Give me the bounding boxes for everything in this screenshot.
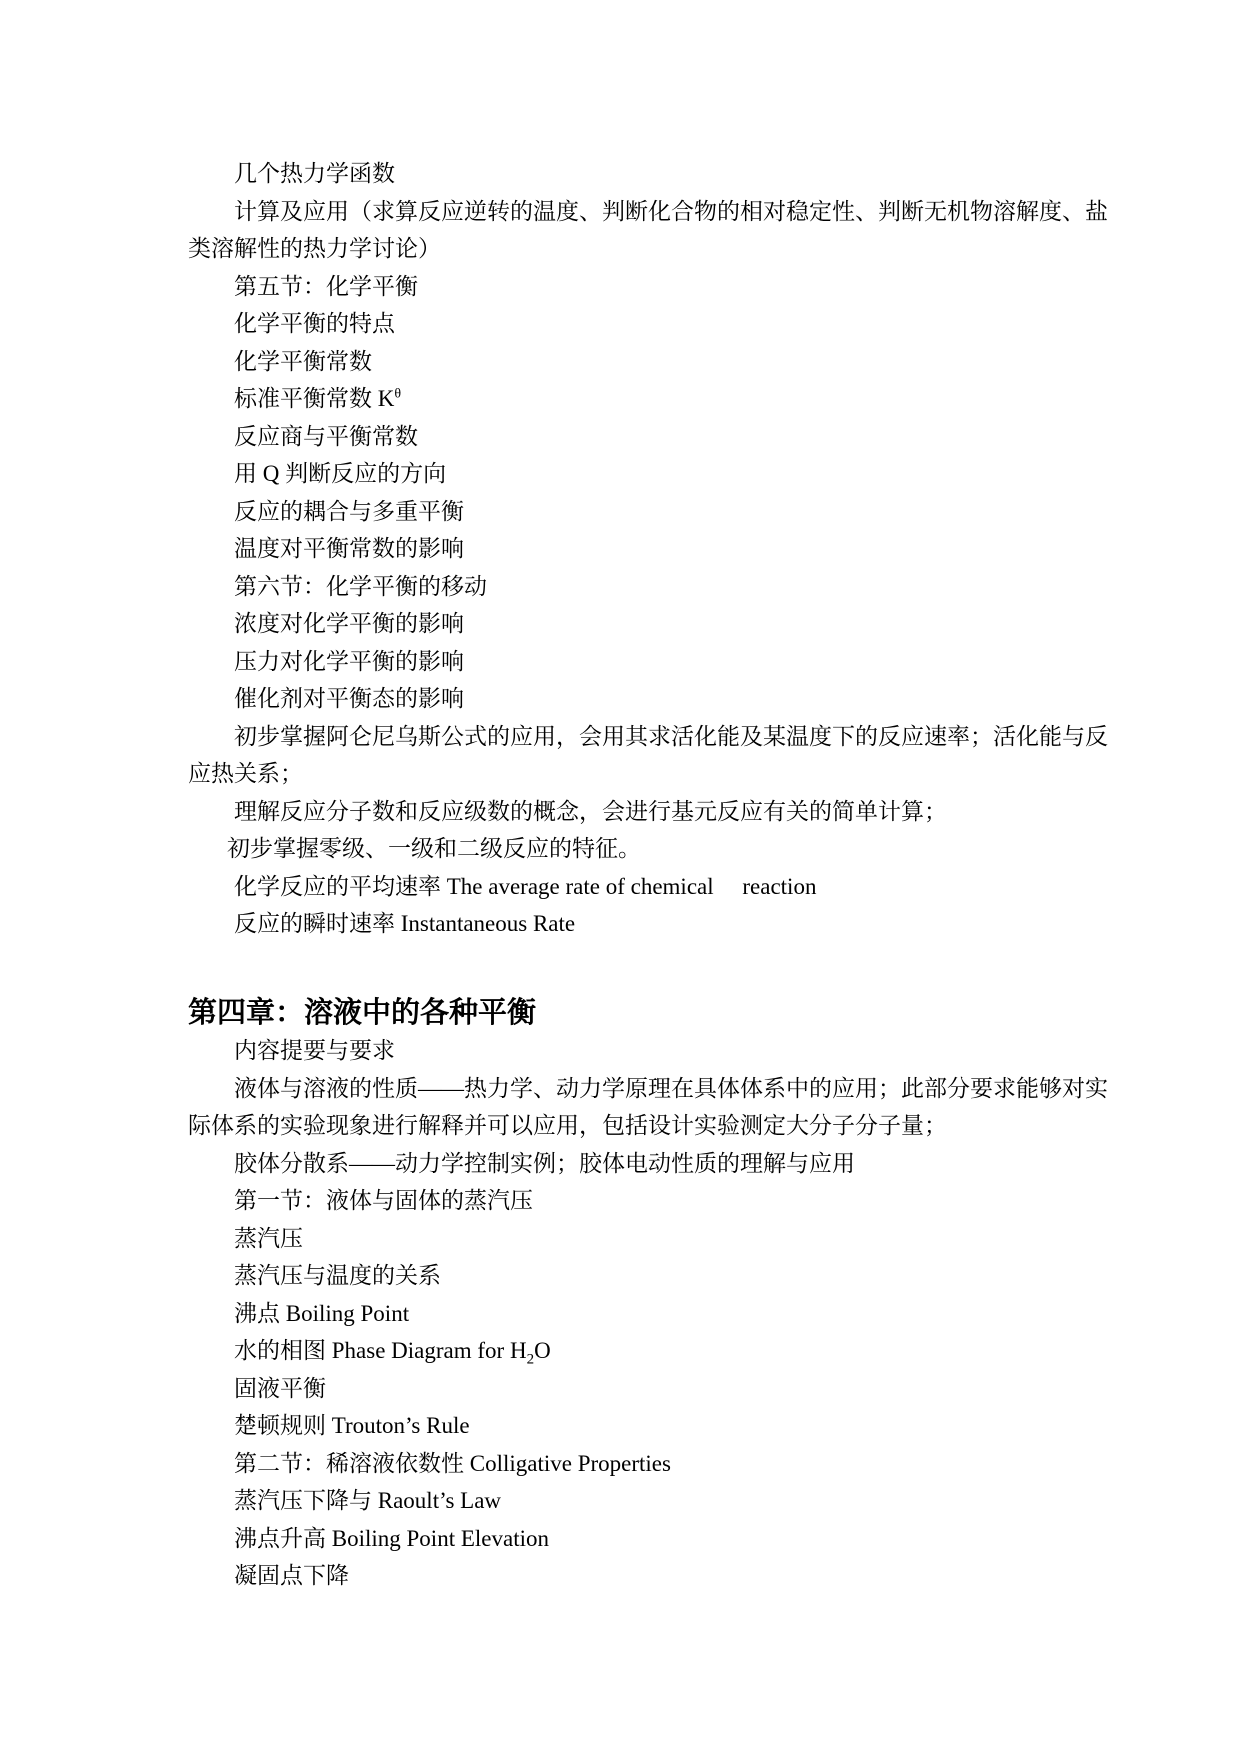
section-6-heading: 第六节：化学平衡的移动 xyxy=(234,573,487,599)
section-5-heading: 第五节：化学平衡 xyxy=(234,273,418,299)
doc-line: 类溶解性的热力学讨论） xyxy=(188,236,441,261)
doc-line-text: 水的相图 Phase Diagram for H xyxy=(234,1338,527,1363)
doc-line: 际体系的实验现象进行解释并可以应用，包括设计实验测定大分子分子量； xyxy=(188,1113,947,1138)
document-content xyxy=(188,155,1118,1595)
doc-line xyxy=(188,380,1118,418)
doc-line: 压力对化学平衡的影响 xyxy=(234,648,464,674)
doc-line: 反应的瞬时速率 Instantaneous Rate xyxy=(234,911,576,936)
doc-line: 蒸汽压与温度的关系 xyxy=(234,1263,441,1288)
subscript-2: 2 xyxy=(526,1351,535,1368)
doc-line-text: 标准平衡常数 K xyxy=(234,386,395,411)
section-2-heading: 第二节：稀溶液依数性 Colligative Properties xyxy=(234,1450,671,1476)
doc-line: 浓度对化学平衡的影响 xyxy=(234,611,464,636)
chapter-4-heading: 第四章：溶液中的各种平衡 xyxy=(188,996,537,1029)
superscript-theta: θ xyxy=(394,386,402,402)
doc-line: 液体与溶液的性质——热力学、动力学原理在具体体系中的应用；此部分要求能够对实 xyxy=(234,1075,1108,1101)
doc-line: 胶体分散系——动力学控制实例；胶体电动性质的理解与应用 xyxy=(234,1150,855,1176)
doc-line: 沸点 Boiling Point xyxy=(234,1300,410,1326)
doc-line: 沸点升高 Boiling Point Elevation xyxy=(234,1525,549,1551)
doc-line: 蒸汽压下降与 Raoult’s Law xyxy=(234,1488,502,1513)
doc-line: 理解反应分子数和反应级数的概念，会进行基元反应有关的简单计算； xyxy=(234,798,947,824)
doc-line: 反应的耦合与多重平衡 xyxy=(234,498,464,524)
doc-line: 初步掌握零级、一级和二级反应的特征。 xyxy=(227,836,641,861)
doc-line: 楚顿规则 Trouton’s Rule xyxy=(234,1413,470,1438)
doc-line: 用 Q 判断反应的方向 xyxy=(234,461,447,486)
doc-line: 固液平衡 xyxy=(234,1375,326,1401)
doc-line xyxy=(188,1332,1118,1370)
doc-line: 应热关系； xyxy=(188,761,303,786)
doc-line: 凝固点下降 xyxy=(234,1563,349,1588)
blank-line xyxy=(188,943,1118,995)
doc-line: 内容提要与要求 xyxy=(234,1038,395,1063)
doc-line: 蒸汽压 xyxy=(234,1225,303,1251)
doc-line: 反应商与平衡常数 xyxy=(234,423,418,449)
doc-line: 催化剂对平衡态的影响 xyxy=(234,686,464,711)
doc-line: 计算及应用（求算反应逆转的温度、判断化合物的相对稳定性、判断无机物溶解度、盐 xyxy=(234,198,1108,224)
doc-line: 温度对平衡常数的影响 xyxy=(234,536,464,561)
doc-line-text: O xyxy=(534,1338,551,1363)
doc-line: 化学平衡常数 xyxy=(234,348,372,374)
doc-line: 化学平衡的特点 xyxy=(234,311,395,336)
section-1-heading: 第一节：液体与固体的蒸汽压 xyxy=(234,1188,533,1213)
doc-line: 几个热力学函数 xyxy=(234,161,395,186)
doc-line: 化学反应的平均速率 The average rate of chemical reaction xyxy=(234,873,817,899)
doc-line: 初步掌握阿仑尼乌斯公式的应用，会用其求活化能及某温度下的反应速率；活化能与反 xyxy=(234,723,1108,749)
